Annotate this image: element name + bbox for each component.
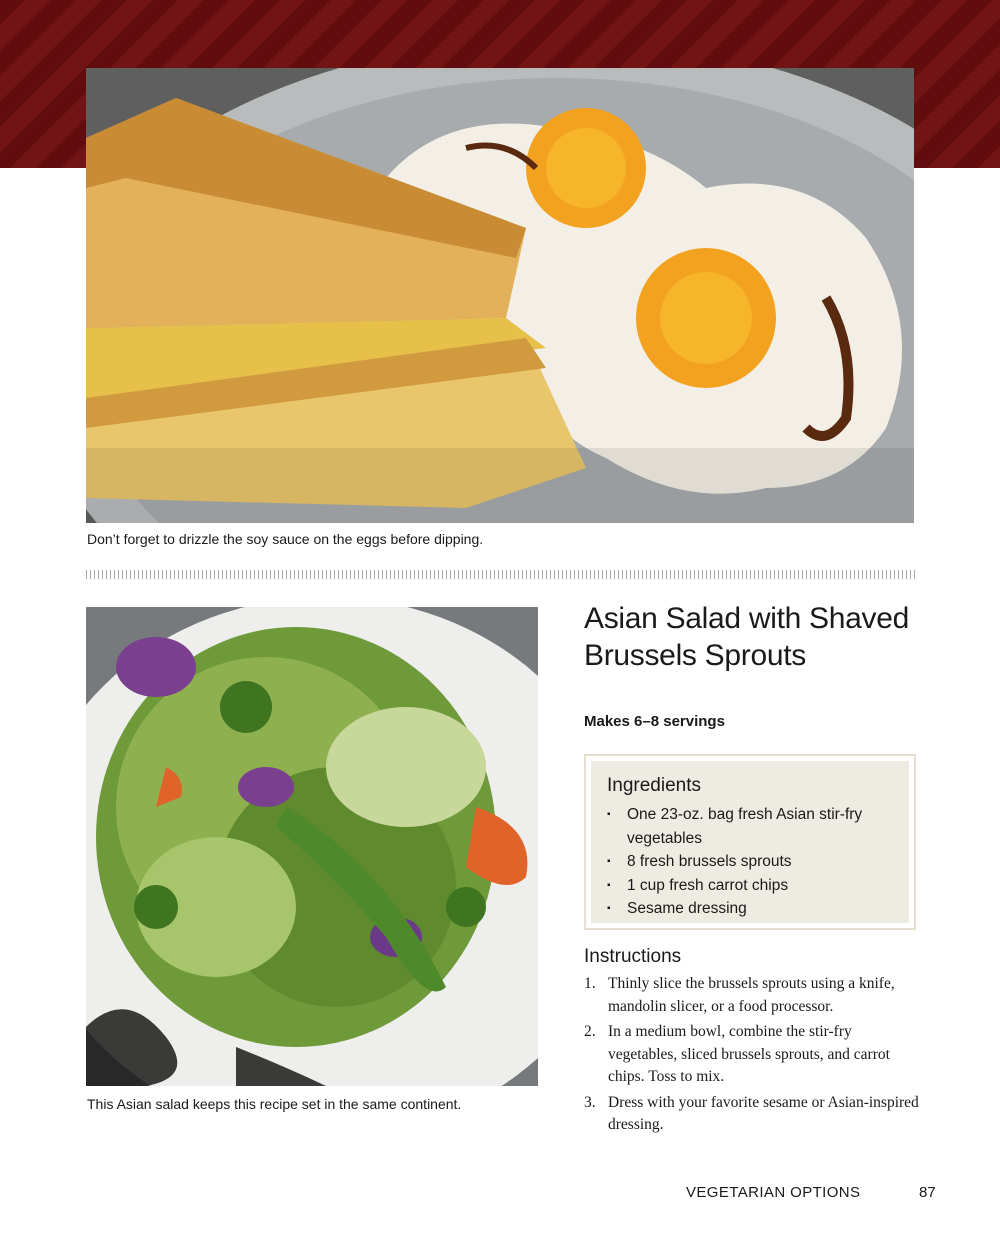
ingredient-item [607,874,895,898]
servings-label: Makes 6–8 servings [584,713,725,730]
instruction-step [584,973,919,1018]
ingredient-text: 1 cup fresh carrot chips [627,876,789,894]
dotted-divider [86,570,915,579]
page-number: 87 [919,1184,936,1201]
ingredients-box [584,754,916,930]
step-number: 3. [584,1093,596,1111]
footer-section-title: VEGETARIAN OPTIONS [686,1184,861,1201]
ingredient-item [607,897,895,921]
photo-caption: Don’t forget to drizzle the soy sauce on the eggs before dipping. [87,531,484,547]
ingredient-text: 8 fresh brussels sprouts [627,853,792,870]
asian-salad-photo [86,607,538,1086]
ingredient-text: One 23-oz. bag fresh Asian stir-fry vegetables [627,806,863,847]
ingredients-heading: Ingredients [607,775,702,796]
photo-caption: This Asian salad keeps this recipe set in the same continent. [87,1096,462,1112]
instructions-heading: Instructions [584,946,682,967]
bullet-icon: ▪ [607,879,611,891]
ingredient-item [607,803,895,850]
grilled-cheese-photo [86,68,914,523]
recipe-title: Asian Salad with Shaved Brussels Sprouts [584,602,909,672]
step-number: 2. [584,1023,596,1040]
step-text: Thinly slice the brussels sprouts using a knife, mandolin slicer, or a food processor. [608,975,895,1015]
step-text: Dress with your favorite sesame or Asian-inspired dressing. [608,1093,919,1133]
instruction-step [584,1092,919,1137]
ingredients-list [607,803,895,921]
ingredient-text: Sesame dressing [627,900,747,917]
step-text: In a medium bowl, combine the stir-fry vegetables, sliced brussels sprouts, and carrot chips. Toss to mix. [608,1023,890,1085]
ingredients-panel [591,761,909,923]
ingredient-item [607,850,895,874]
instructions-list [584,973,919,1140]
bullet-icon: ▪ [607,903,611,914]
bullet-icon: ▪ [607,809,611,820]
instruction-step [584,1021,919,1089]
bullet-icon: ▪ [607,856,611,867]
step-number: 1. [584,975,596,992]
